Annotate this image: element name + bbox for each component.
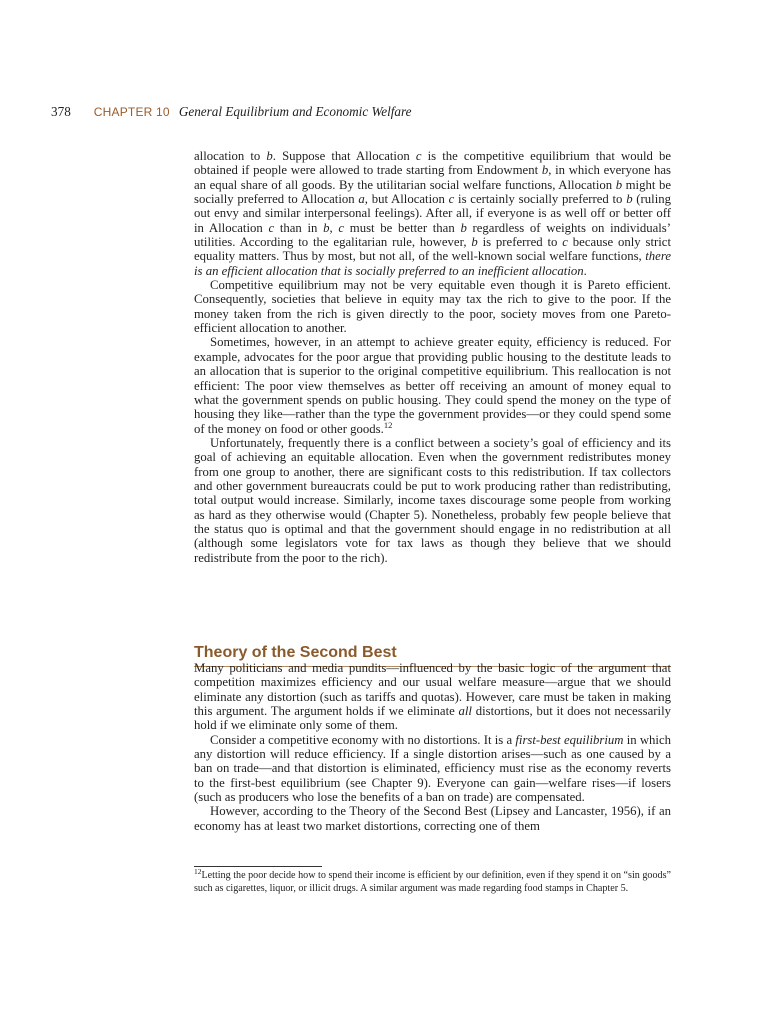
section-paragraph-3: However, according to the Theory of the Second Best (Lipsey and Lancaster, 1956), if an economy has at least two market distortions, correcting one of them [194,804,671,833]
footnote-divider [194,866,322,867]
paragraph-3: Sometimes, however, in an attempt to achieve greater equity, efficiency is reduced. For example, advocates for the poor argue that providing public housing to the destitute leads to an allocation that is superior to the original competitive equilibrium. This reallocation is not efficient: The poor view themselves as better off receiving an amount of money equal to what the government spends on public housing. They could spend the money on the type of housing they like—rather than the type the government provides—or they could spend some of the money on food or other goods.$^{12}$ [194,335,671,436]
footnote-number: 12 [194,867,202,876]
page-number: 378 [51,104,71,119]
section-body [194,661,671,833]
term-first-best: first-best equilibrium [515,732,624,747]
paragraph-4: Unfortunately, frequently there is a conflict between a society’s goal of efficiency and its goal of achieving an equitable allocation. Even when the government redistributes money from one group to another, there are significant costs to this redistribution. If tax collectors and other government bureaucrats could be put to work producing rather than redistributing, total output would increase. Similarly, income taxes discourage some people from working as hard as they otherwise would (Chapter 5). Nonetheless, probably few people believe that the status quo is optimal and that the government should engage in no redistribution at all (although some legislators vote for tax laws as though they believe that we should redistribute from the poor to the rich). [194,435,671,565]
emphasis-conclusion: there is an efficient allocation that is socially preferred to an inefficient allocation [194,249,671,278]
footnote [194,867,671,896]
section-paragraph-2: Consider a competitive economy with no distortions. It is a first-best equilibrium in which any distortion will reduce efficiency. If a single distortion arises—such as one caused by a ban on trade—and that distortion is eliminated, efficiency must rise as the economy reverts to the first-best equilibrium (see Chapter 9). Everyone can gain—welfare rises—if losers (such as producers who lose the benefits of a ban on trade) are compensated. [194,732,671,805]
section-heading: Theory of the Second Best [194,642,671,667]
footnote-text: Letting the poor decide how to spend their income is efficient by our definition, even if they spend it on “sin goods” such as cigarettes, liquor, or illicit drugs. A similar argument was made regarding food stamps in Chapter 5. [194,870,671,894]
chapter-title: General Equilibrium and Economic Welfare [178,104,412,119]
paragraph-1: allocation to b. Suppose that Allocation c is the competitive equilibrium that would be obtained if people were allowed to trade starting from Endowment b, in which everyone has an equal share of all goods. By the utilitarian social welfare functions, Allocation b might be socially preferred to Allocation a, but Allocation c is certainly socially preferred to b (ruling out envy and similar interpersonal feelings). After all, if everyone is as well off or better off in Allocation c than in b, c must be better than b regardless of weights on individuals’ utilities. According to the egalitarian rule, however, b is preferred to c because only strict equality matters. Thus by most, but not all, of the well-known social welfare functions, there is an efficient allocation that is socially preferred to an inefficient allocation. [194,149,672,278]
running-head [51,103,412,121]
chapter-label: CHAPTER 10 [93,105,170,119]
section-paragraph-1: Many politicians and media pundits—influenced by the basic logic of the argument that competition maximizes efficiency and our usual welfare measure—argue that we should eliminate any distortion (such as tariffs and quotas). However, care must be taken in making this argument. The argument holds if we eliminate all distortions, but it does not necessarily hold if we eliminate only some of them. [194,661,671,733]
body-text [194,149,671,565]
footnote-ref[interactable]: 12 [383,419,393,430]
paragraph-2: Competitive equilibrium may not be very equitable even though it is Pareto efficient. Consequently, societies that believe in equity may tax the rich to give to the poor. If the money taken from the rich is given directly to the poor, society moves from one Pareto-efficient allocation to another. [194,278,671,336]
